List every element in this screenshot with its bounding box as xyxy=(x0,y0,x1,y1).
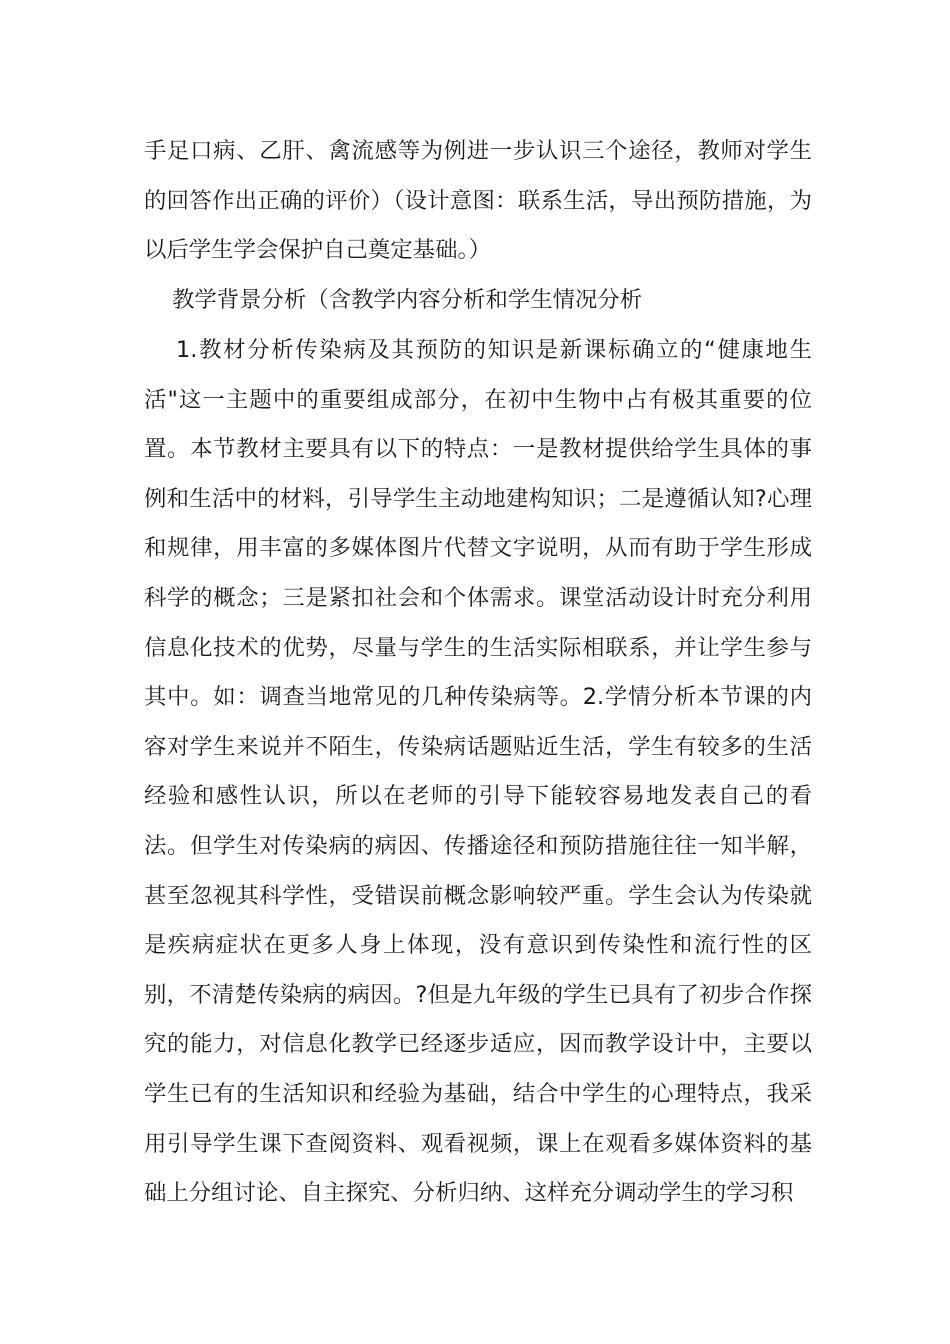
section-heading-teaching-background: 教学背景分析（含教学内容分析和学生情况分析 xyxy=(172,287,643,313)
paragraph-design-intent: 手足口病、乙肝、禽流感等为例进一步认识三个途径，教师对学生的回答作出正确的评价）（设计意图：联系生活，导出预防措施，为以后学生学会保护自己奠定基础。） xyxy=(144,138,812,264)
paragraph-analysis: 1.教材分析传染病及其预防的知识是新课标确立的“健康地生活"这一主题中的重要组成部分，在初中生物中占有极其重要的位置。本节教材主要具有以下的特点：一是教材提供给学生具体的事例和生活中的材料，引导学生主动地建构知识；二是遵循认知?心理和规律，用丰富的多媒体图片代替文字说明，从而有助于学生形成科学的概念；三是紧扣社会和个体需求。课堂活动设计时充分利用信息化技术的优势，尽量与学生的生活实际相联系，并让学生参与其中。如：调查当地常见的几种传染病等。2.学情分析本节课的内容对学生来说并不陌生，传染病话题贴近生活，学生有较多的生活经验和感性认识，所以在老师的引导下能较容易地发表自己的看法。但学生对传染病的病因、传播途径和预防措施往往一知半解，甚至忽视其科学性，受错误前概念影响较严重。学生会认为传染就是疾病症状在更多人身上体现，没有意识到传染性和流行性的区别，不清楚传染病的病因。?但是九年级的学生已具有了初步合作探究的能力，对信息化教学已经逐步适应，因而教学设计中，主要以学生已有的生活知识和经验为基础，结合中学生的心理特点，我采用引导学生课下查阅资料、观看视频，课上在观看多媒体资料的基础上分组讨论、自主探究、分析归纳、这样充分调动学生的学习积 xyxy=(144,337,812,1207)
